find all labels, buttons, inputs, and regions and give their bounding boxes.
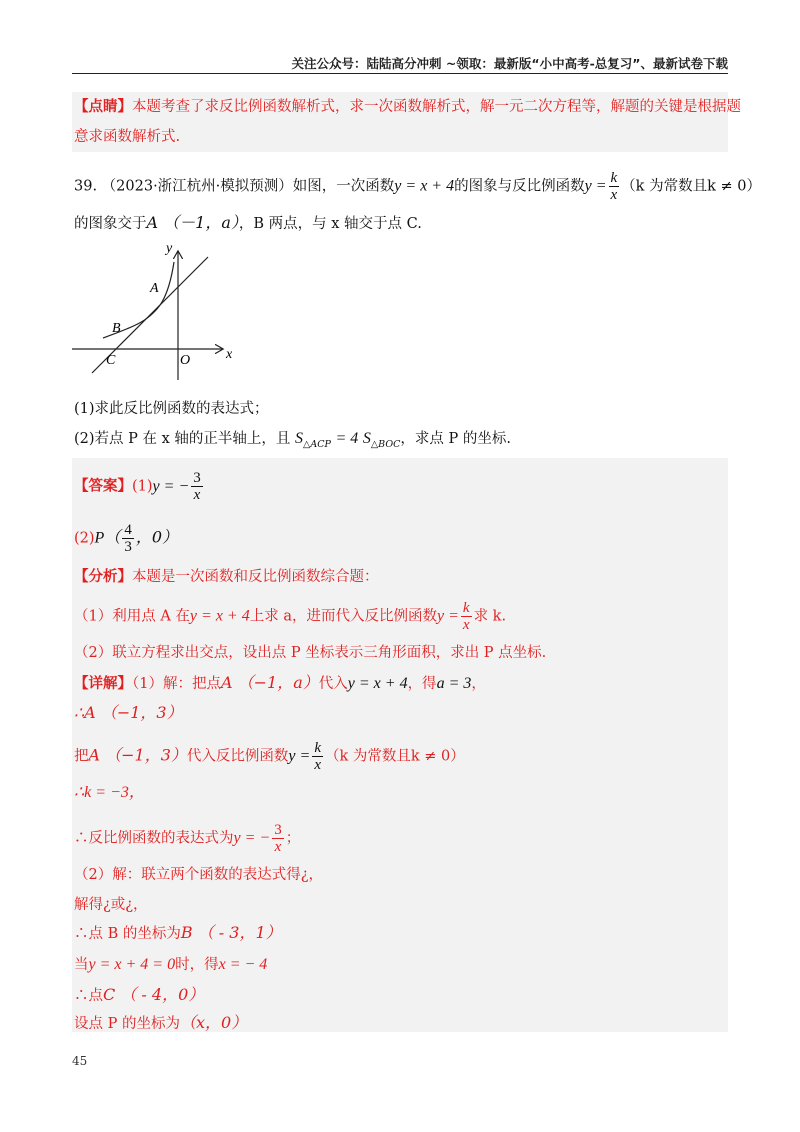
analysis-t2-a: （1）利用点 A 在 (74, 608, 190, 625)
detail-d1-res: a = 3 (436, 675, 472, 692)
detail-d5-fraction (272, 822, 284, 855)
detail-d1-c: ，得 (407, 676, 437, 692)
detail-d5-lhs: y = − (233, 829, 271, 847)
answer2-num: 4 (124, 522, 132, 538)
question-text-b: 的图象与反比例函数 (454, 178, 585, 195)
detail-d1-a: （1）解：把点 (132, 676, 221, 692)
detail-d9-b: 时，得 (175, 957, 219, 973)
detail-fraction (312, 740, 323, 773)
dianjing-tag: 【点睛】 (74, 98, 132, 115)
detail-d2: ∴A （−1，3） (74, 703, 183, 722)
detail-d3-pt: A （−1，3） (88, 745, 187, 765)
answer1-num: 3 (193, 470, 201, 486)
detail-d3-a: 把 (74, 748, 89, 765)
detail-tag: 【详解】 (74, 675, 132, 692)
label-x: x (226, 347, 233, 362)
area-s1-sub: △ACP (303, 439, 331, 450)
detail-d9-eq: y = x + 4 = 0 (88, 956, 176, 973)
analysis-line1 (74, 566, 726, 588)
dianjing-line1 (74, 96, 741, 118)
analysis-t2-b: 上求 a，进而代入反比例函数 (249, 608, 437, 625)
detail-inverse-lhs: y = (288, 747, 311, 765)
label-y: y (166, 241, 173, 256)
question-line2-a: 的图象交于 (74, 216, 147, 232)
question-line2-b: ，B 两点，与 x 轴交于点 C. (238, 216, 422, 232)
detail-line10 (74, 984, 726, 1007)
answer-tag: 【答案】 (74, 477, 132, 495)
answer-line1 (74, 470, 726, 503)
detail-d1-b: 代入 (318, 676, 348, 692)
area-s1: S (295, 430, 304, 447)
equals-4: = 4 (335, 430, 359, 447)
detail-d8-a: ∴点 B 的坐标为 (74, 926, 181, 942)
question-source: （2023·浙江杭州·模拟预测） (101, 178, 293, 195)
answer1-fraction (191, 470, 203, 503)
analysis-t1: 本题是一次函数和反比例函数综合题： (132, 569, 379, 585)
question-line1 (74, 170, 761, 203)
analysis-t2-eq: y = x + 4 (189, 607, 250, 625)
analysis-line2 (74, 600, 726, 633)
fraction-denominator: x (610, 187, 618, 203)
analysis-inverse-lhs: y = (436, 607, 459, 625)
answer2-fraction (122, 522, 134, 555)
answer2-rest: ，0） (135, 527, 179, 547)
fraction-numerator: k (610, 170, 618, 186)
function-graph (70, 240, 240, 385)
answer1-prefix: (1) (132, 478, 153, 495)
answer2-prefix: (2) (74, 530, 95, 547)
detail-d5-den: x (274, 839, 282, 855)
answer1-lhs: y = − (152, 477, 190, 495)
detail-d5-num: 3 (274, 822, 282, 838)
analysis-frac-den: x (462, 617, 470, 633)
answer2-den: 3 (124, 539, 132, 555)
area-s2-sub: △BOC (370, 439, 401, 450)
part2-a: (2)若点 P 在 x 轴的正半轴上，且 (74, 431, 291, 447)
question-condition: （k 为常数且k ≠ 0） (621, 178, 761, 195)
dianjing-line2: 意求函数解析式. (74, 129, 181, 145)
detail-d3-b: 代入反比例函数 (186, 748, 289, 765)
analysis-t2-c: 求 k. (473, 608, 507, 625)
linear-function: y = x + 4 (394, 177, 455, 195)
detail-frac-num: k (314, 740, 321, 756)
page-number: 45 (72, 1054, 88, 1068)
header-rule (72, 73, 728, 74)
detail-line9 (74, 954, 726, 976)
detail-d10-a: ∴点 (74, 988, 103, 1004)
label-o: O (180, 353, 191, 368)
detail-line5 (74, 822, 726, 855)
label-c: C (106, 353, 116, 368)
detail-d1-pt: A （−1，a） (220, 673, 319, 692)
detail-line7: 解得¿或¿， (74, 897, 148, 913)
inverse-fraction (609, 170, 620, 203)
label-b: B (112, 321, 121, 336)
detail-d5-a: ∴反比例函数的表达式为 (74, 830, 234, 847)
detail-d8-pt: B （ - 3，1） (180, 923, 282, 942)
answer2-p: P (94, 529, 105, 547)
detail-line2 (74, 702, 726, 725)
question-text-a: 如图，一次函数 (292, 178, 395, 195)
part2-b: ，求点 P 的坐标. (400, 431, 511, 447)
detail-d1-eq: y = x + 4 (347, 675, 408, 692)
detail-d9-res: x = − 4 (218, 956, 268, 973)
analysis-fraction (461, 600, 472, 633)
area-s2: S (362, 430, 371, 447)
detail-line3 (74, 740, 726, 773)
question-part2 (74, 428, 726, 456)
detail-d5-b: ； (285, 830, 301, 847)
analysis-line3: （2）联立方程求出交点，设出点 P 坐标表示三角形面积，求出 P 点坐标. (74, 645, 547, 661)
question-line2 (74, 212, 726, 235)
detail-d11-a: 设点 P 的坐标为 (74, 1016, 180, 1032)
detail-line6: （2）解：联立两个函数的表达式得¿， (74, 867, 323, 883)
detail-line4 (74, 782, 726, 804)
analysis-frac-num: k (462, 600, 470, 616)
answer-line2: (2)P（ $\frac{4}{3}$ ，0） (74, 522, 179, 555)
detail-d11-pt: （x，0） (179, 1013, 248, 1032)
inverse-lhs: y = (584, 177, 607, 195)
detail-d1-d: ， (471, 676, 486, 692)
detail-line8 (74, 922, 726, 945)
dianjing-text1: 本题考查了求反比例函数解析式，求一次函数解析式，解一元二次方程等，解题的关键是根据题 (132, 99, 741, 115)
question-number: 39. (74, 178, 98, 195)
analysis-tag: 【分析】 (74, 568, 132, 585)
label-a: A (150, 281, 159, 296)
detail-d4: ∴k = −3， (74, 784, 145, 801)
question-part1: (1)求此反比例函数的表达式； (74, 401, 269, 417)
page-header: 关注公众号：陆陆高分冲刺 ~领取：最新版“小中高考-总复习”、最新试卷下载 (291, 56, 728, 71)
detail-frac-den: x (314, 757, 321, 773)
detail-d10-pt: C （ - 4，0） (103, 985, 205, 1004)
answer1-den: x (193, 487, 201, 503)
detail-d9-a: 当 (74, 957, 89, 973)
detail-d3-c: （k 为常数且k ≠ 0） (325, 748, 465, 765)
point-a: A （－1，a） (146, 213, 239, 232)
detail-line1 (74, 672, 726, 695)
detail-line11 (74, 1012, 726, 1035)
